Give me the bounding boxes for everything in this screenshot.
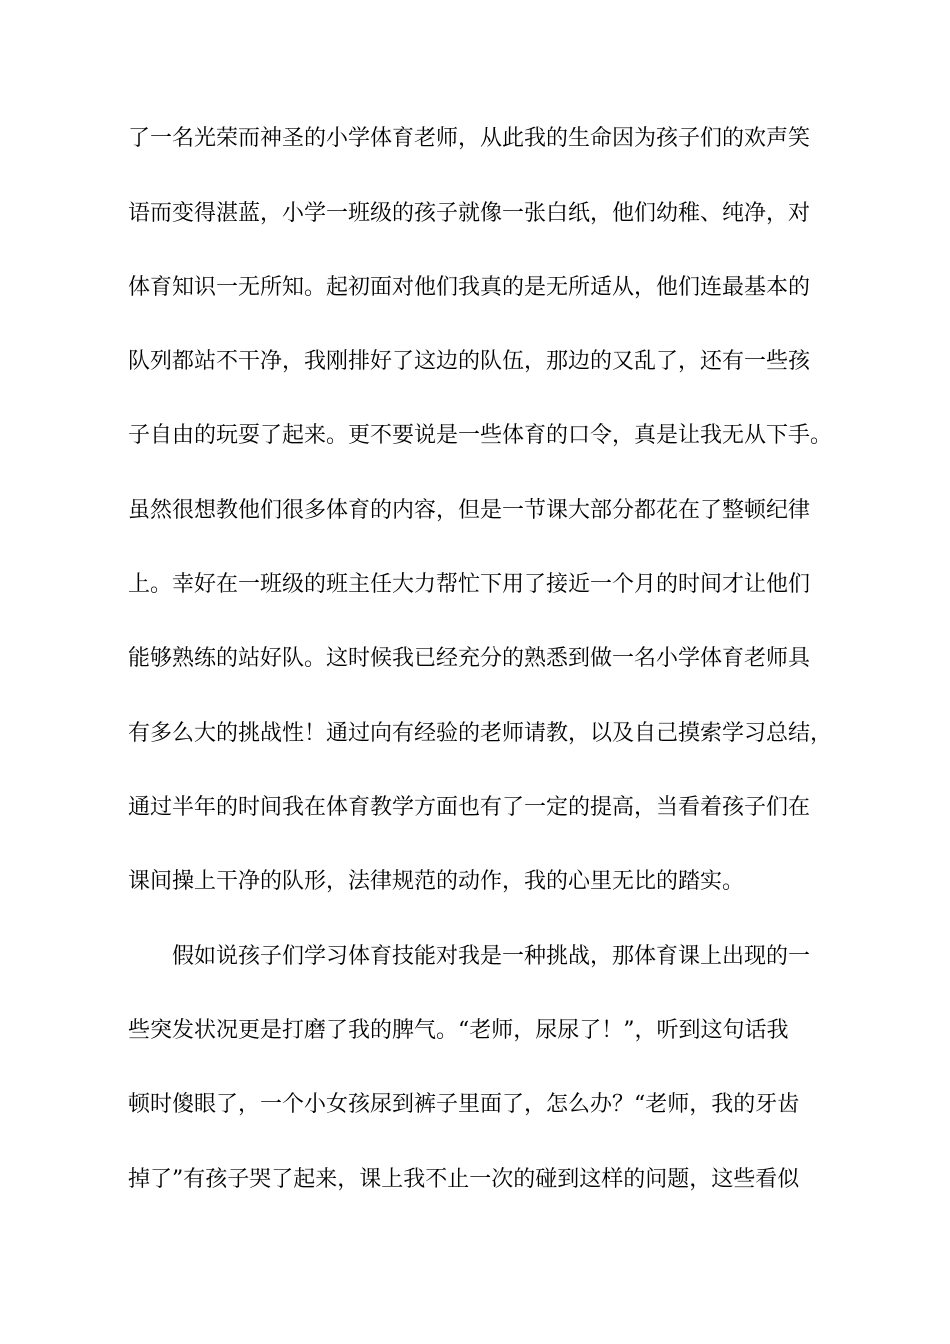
text-line: 虽然很想教他们很多体育的内容，但是一节课大部分都花在了整顿纪律 — [128, 498, 811, 523]
text-line: 了一名光荣而神圣的小学体育老师，从此我的生命因为孩子们的欢声笑 — [128, 126, 811, 151]
text-line: 有多么大的挑战性！通过向有经验的老师请教，以及自己摸索学习总结， — [128, 721, 833, 746]
text-line: 语而变得湛蓝，小学一班级的孩子就像一张白纸，他们幼稚、纯净，对 — [128, 201, 811, 226]
text-line: 子自由的玩耍了起来。更不要说是一些体育的口令，真是让我无从下手。 — [128, 423, 833, 448]
text-line: 些突发状况更是打磨了我的脾气。“老师，尿尿了！”，听到这句话我 — [128, 1018, 789, 1043]
text-line: 体育知识一无所知。起初面对他们我真的是无所适从，他们连最基本的 — [128, 275, 811, 300]
text-line: 能够熟练的站好队。这时候我已经充分的熟悉到做一名小学体育老师具 — [128, 646, 811, 671]
paragraph-first-line: 假如说孩子们学习体育技能对我是一种挑战，那体育课上出现的一 — [172, 944, 811, 969]
text-line: 通过半年的时间我在体育教学方面也有了一定的提高，当看着孩子们在 — [128, 795, 811, 820]
text-line: 掉了”有孩子哭了起来，课上我不止一次的碰到这样的问题，这些看似 — [128, 1167, 800, 1192]
text-line: 上。幸好在一班级的班主任大力帮忙下用了接近一个月的时间才让他们 — [128, 572, 811, 597]
text-line: 课间操上干净的队形，法律规范的动作，我的心里无比的踏实。 — [128, 869, 745, 894]
text-line: 顿时傻眼了，一个小女孩尿到裤子里面了，怎么办？“老师，我的牙齿 — [128, 1092, 800, 1117]
text-line: 队列都站不干净，我刚排好了这边的队伍，那边的又乱了，还有一些孩 — [128, 349, 811, 374]
